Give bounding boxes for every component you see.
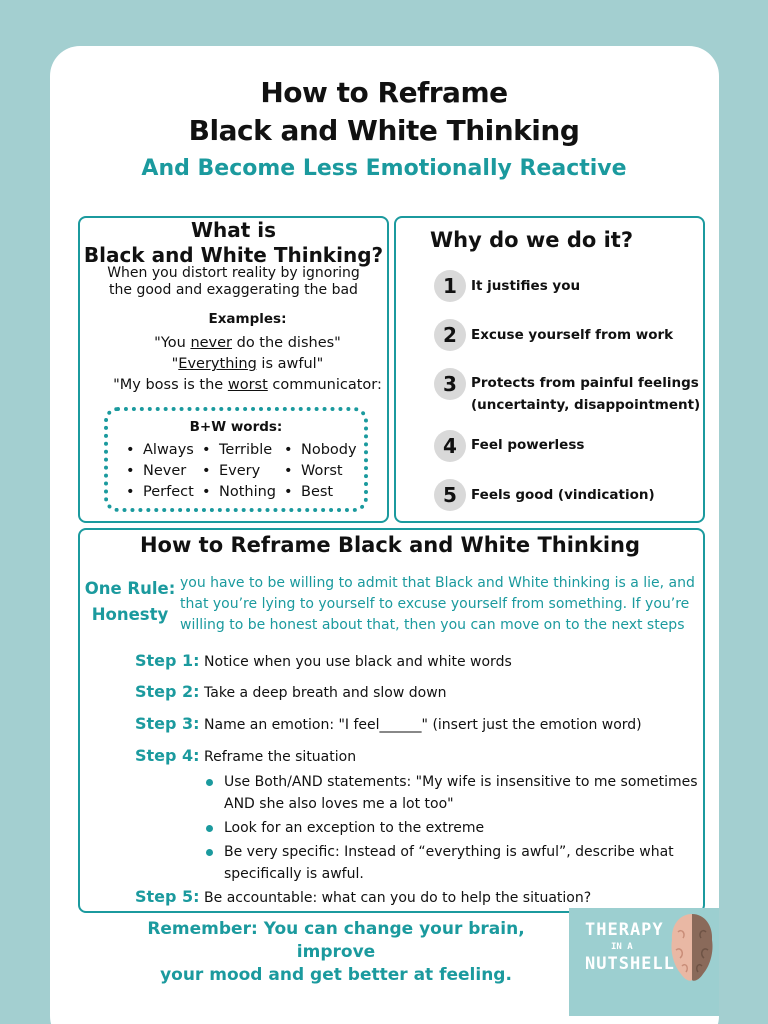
bw-word: • Perfect: [126, 484, 202, 501]
title-line-2: Black and White Thinking: [188, 114, 580, 147]
step-5: Step 5: Be accountable: what can you do to help the situation?: [135, 887, 592, 906]
bw-word: • Nobody: [284, 442, 358, 459]
examples-label: Examples:: [208, 311, 287, 327]
bw-word: • Nothing: [202, 484, 284, 501]
bw-word: • Always: [126, 442, 202, 459]
remember-note: Remember: You can change your brain, improve your mood and get better at feeling.: [147, 919, 525, 985]
why-heading: Why do we do it?: [430, 228, 634, 252]
example-3: "My boss is the worst communicator:: [113, 377, 382, 393]
reason-4: Feel powerless: [471, 437, 585, 453]
what-is-heading-2: Black and White Thinking?: [83, 243, 384, 267]
bw-word: • Worst: [284, 463, 358, 480]
reason-3: Protects from painful feelings (uncertainty, disappointment): [471, 375, 701, 413]
subtitle: And Become Less Emotionally Reactive: [141, 156, 627, 181]
brain-icon: [667, 910, 717, 984]
step-4: Step 4: Reframe the situation: [135, 746, 357, 765]
reason-number-5: 5: [434, 479, 466, 511]
example-2: "Everything is awful": [171, 356, 324, 372]
definition-line-2: the good and exaggerating the bad: [109, 282, 358, 298]
bw-words-list: [126, 442, 358, 501]
definition-line-1: When you distort reality by ignoring: [107, 265, 360, 281]
bw-words-title: B+W words:: [189, 419, 283, 435]
what-is-heading-1: What is: [190, 218, 277, 242]
reframe-heading: How to Reframe Black and White Thinking: [139, 533, 641, 557]
bw-word: • Terrible: [202, 442, 284, 459]
step-4-bullets: [206, 771, 701, 887]
step-3: Step 3: Name an emotion: "I feel______" (insert just the emotion word): [135, 714, 642, 733]
bw-word: • Best: [284, 484, 358, 501]
step-2: Step 2: Take a deep breath and slow down: [135, 682, 447, 701]
one-rule-text: you have to be willing to admit that Black and White thinking is a lie, and that you’re lying to yourself to excuse yourself from something. If you’re willing to be honest about that, then you can move on to the next steps: [180, 575, 695, 633]
reason-number-4: 4: [434, 430, 466, 462]
bw-word: • Every: [202, 463, 284, 480]
reason-1: It justifies you: [471, 278, 581, 294]
reason-5: Feels good (vindication): [471, 487, 655, 503]
reason-number-1: 1: [434, 270, 466, 302]
reason-2: Excuse yourself from work: [471, 327, 674, 343]
reason-number-2: 2: [434, 319, 466, 351]
list-item: Look for an exception to the extreme: [206, 817, 701, 839]
one-rule-label: One Rule: Honesty: [84, 579, 176, 624]
example-1: "You never do the dishes": [154, 335, 341, 351]
title-line-1: How to Reframe: [260, 76, 508, 109]
list-item: Be very specific: Instead of “everything is awful”, describe what specifically is awful.: [206, 841, 701, 885]
bw-word: • Never: [126, 463, 202, 480]
step-1: Step 1: Notice when you use black and white words: [135, 651, 512, 670]
therapy-in-a-nutshell-logo: THERAPY IN A NUTSHELL: [569, 908, 719, 1016]
reason-number-3: 3: [434, 368, 466, 400]
list-item: Use Both/AND statements: "My wife is insensitive to me sometimes AND she also loves me a lot too": [206, 771, 701, 815]
